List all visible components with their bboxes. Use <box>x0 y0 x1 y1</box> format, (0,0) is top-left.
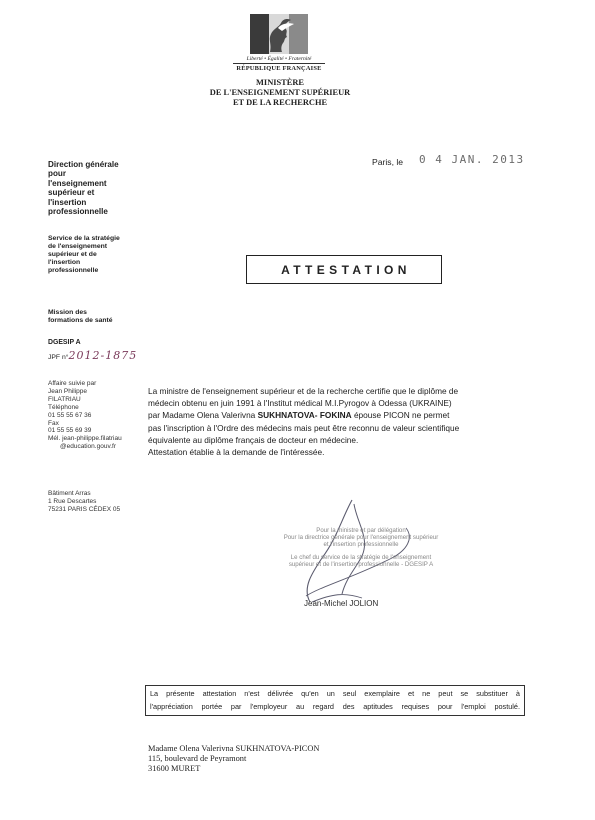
service-line: supérieur et de <box>48 251 97 258</box>
reference-prefix: JPF n° <box>48 354 69 361</box>
direction-line: l'enseignement <box>48 178 107 188</box>
service-line: Service de la stratégie <box>48 235 120 242</box>
place-date <box>372 155 525 168</box>
recipient-line: Madame Olena Valerivna SUKHNATOVA-PICON <box>148 744 320 753</box>
signer-name: Jean-Michel JOLION <box>304 599 379 608</box>
notice-line: l'appréciation portée par l'employeur au regard des aptitudes requises pour l'emploi postulé. <box>150 701 520 711</box>
service-line: l'insertion <box>48 259 81 266</box>
service-line: de l'enseignement <box>48 243 108 250</box>
contact-line: Téléphone <box>48 403 79 411</box>
mission-line: formations de santé <box>48 317 113 324</box>
notice-line: La présente attestation n'est délivrée qu'en un seul exemplaire et ne peut se substituer à <box>150 689 520 698</box>
republique-francaise-logo <box>233 14 325 72</box>
title-box <box>246 255 442 284</box>
contact-line: Affaire suivie par <box>48 380 97 387</box>
contact-block <box>48 380 148 451</box>
contact-line: @education.gouv.fr <box>60 443 116 451</box>
mission-line: Mission des <box>48 309 87 316</box>
reference-handwritten: 2012-1875 <box>68 349 138 362</box>
direction-line: l'insertion <box>48 197 87 207</box>
reference-number <box>48 349 148 363</box>
service-name <box>48 235 148 275</box>
direction-line: supérieur et <box>48 188 95 198</box>
body-line: équivalente au diplôme français de docteur en médecine. <box>148 434 359 445</box>
place-label: Paris, le <box>372 157 404 167</box>
body-line: médecin obtenu en juin 1991 à l'Institut médical M.I.Pyrogov à Odessa (UKRAINE) <box>148 398 452 409</box>
service-line: professionnelle <box>48 267 99 274</box>
signature-line: Pour la directrice générale pour l'enseignement supérieur <box>283 534 439 542</box>
body-text: par Madame Olena Valerivna <box>148 410 258 421</box>
body-line: La ministre de l'enseignement supérieur et de la recherche certifie que le diplôme de <box>148 386 459 396</box>
body-line: Attestation établie à la demande de l'intéressée. <box>148 447 325 458</box>
contact-line: 01 55 55 69 39 <box>48 427 92 435</box>
ministry-name <box>170 78 390 108</box>
contact-line: Fax <box>48 419 59 427</box>
mission-name <box>48 309 148 325</box>
republic-name: RÉPUBLIQUE FRANÇAISE <box>233 63 325 72</box>
republic-motto: Liberté • Égalité • Fraternité <box>246 56 312 62</box>
address-line: Bâtiment Arras <box>48 490 91 497</box>
ministry-line: MINISTÈRE <box>256 78 304 87</box>
body-text: épouse PICON ne permet <box>351 410 450 421</box>
ministry-line: ET DE LA RECHERCHE <box>232 98 328 107</box>
signature-line: Le chef du service de la stratégie de l'enseignement <box>290 553 432 561</box>
signature-block <box>246 527 476 568</box>
signature-line: et l'insertion professionnelle <box>323 541 399 549</box>
surname-bold: SUKHNATOVA- FOKINA <box>257 410 352 421</box>
contact-line: FILATRIAU <box>48 395 81 403</box>
recipient-address <box>148 744 319 775</box>
date-stamp: 0 4 JAN. 2013 <box>419 153 525 166</box>
signature-line: supérieur et de l'insertion professionnelle - DGESIP A <box>288 560 434 568</box>
recipient-line: 115, boulevard de Peyramont <box>148 754 247 764</box>
direction-generale <box>48 160 148 216</box>
document-title: ATTESTATION <box>281 262 411 277</box>
dgesip-label: DGESIP A <box>48 339 81 346</box>
address-line: 1 Rue Descartes <box>48 498 97 505</box>
signature-line: Pour la ministre et par délégation <box>316 527 406 534</box>
contact-line: 01 55 55 67 36 <box>48 411 92 419</box>
body-line <box>148 409 528 421</box>
address-line: 75231 PARIS CÉDEX 05 <box>48 506 121 513</box>
recipient-line: 31600 MURET <box>148 764 201 774</box>
body-line: pas l'inscription à l'Ordre des médecins mais peut être reconnu de valeur scientifique <box>148 422 460 433</box>
direction-line: pour <box>48 169 66 179</box>
attestation-body <box>148 385 528 458</box>
contact-line: Jean Philippe <box>48 387 88 395</box>
address-block <box>48 490 148 514</box>
ministry-line: DE L'ENSEIGNEMENT SUPÉRIEUR <box>209 88 351 97</box>
contact-line: Mél. jean-philippe.filatriau <box>48 435 122 443</box>
marianne-emblem-icon <box>248 14 310 54</box>
direction-line: professionnelle <box>48 207 108 217</box>
direction-line: Direction générale <box>48 160 119 169</box>
notice-box <box>145 685 525 716</box>
